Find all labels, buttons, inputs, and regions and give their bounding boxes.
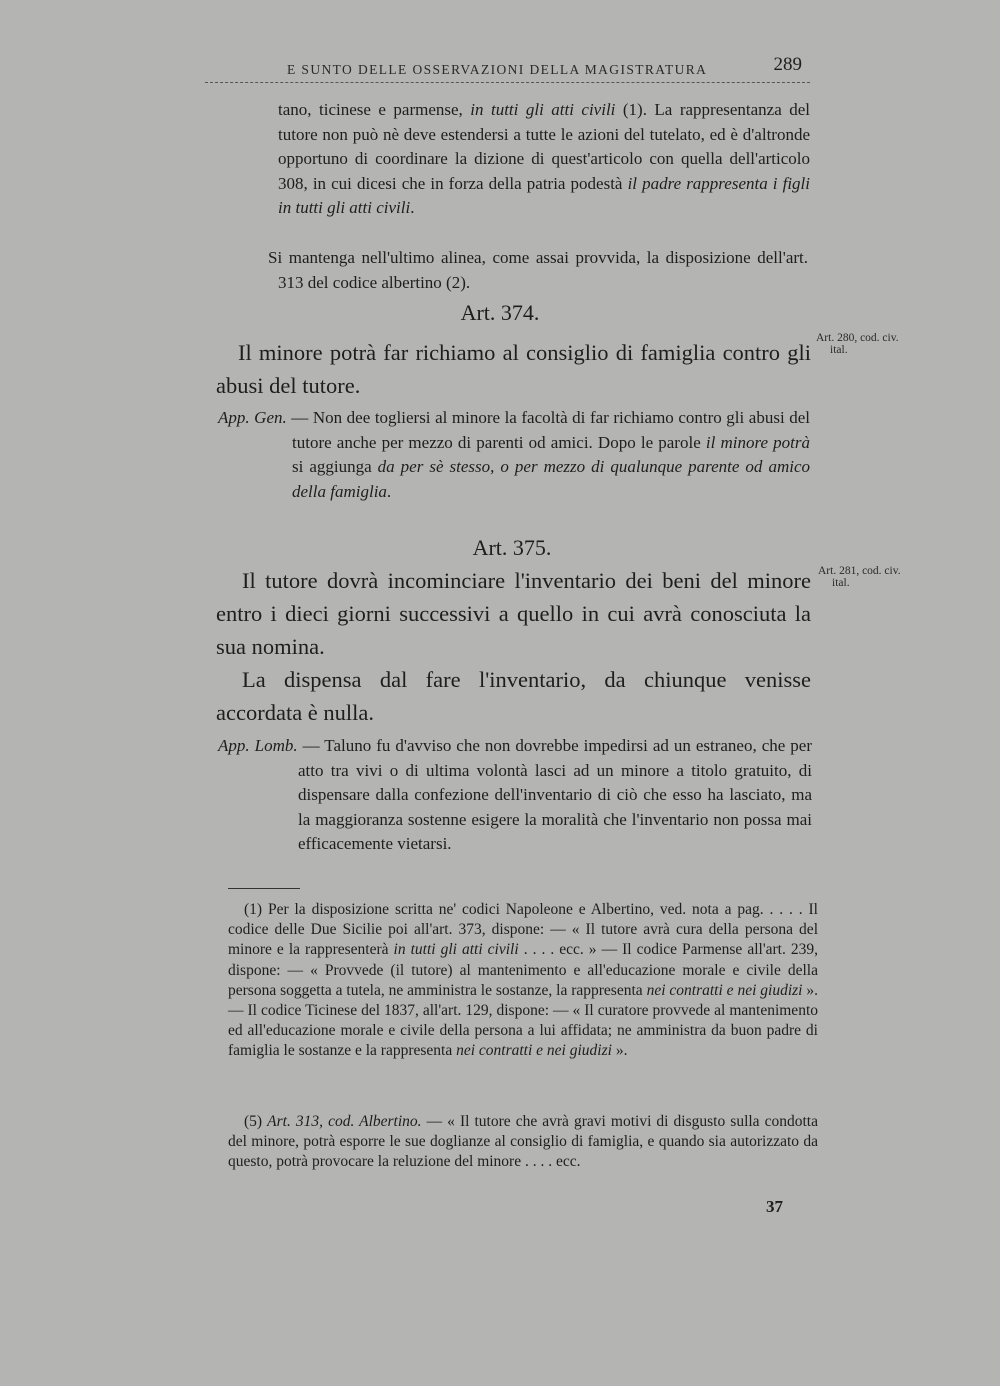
margin-note-375: Art. 281, cod. civ. ital.: [818, 565, 901, 589]
margin-note-374: Art. 280, cod. civ. ital.: [816, 332, 899, 356]
article-374-title: Art. 374.: [460, 300, 540, 325]
article-374-text: Il minore potrà far richiamo al consiglio di famiglia contro gli abusi del tutore.: [216, 340, 811, 398]
app-lomb-note: App. Lomb. — Taluno fu d'avviso che non dovrebbe impedirsi ad un estraneo, che per atto tra vivi o di ultima volontà lasci ad un minore a titolo gratuito, di dispensare dalla confezione dell'inventario di ciò che esso ha lasciato, ma la maggioranza sostenne esigere la moralità che l'inventario non possa mai efficacemente vietarsi.: [218, 736, 812, 853]
running-head: E SUNTO DELLE OSSERVAZIONI DELLA MAGISTRATURA: [287, 62, 708, 77]
article-375-title: Art. 375.: [472, 535, 552, 560]
footnote-1: (1) Per la disposizione scritta ne' codici Napoleone e Albertino, ved. nota a pag. . . . . Il codice delle Due Sicilie poi all'art. 373, dispone: — « Il tutore avrà cura della persona del minore e la rappresenterà in tutti gli atti civili . . . . ecc. » — Il codice Parmense all'art. 239, dispone: — « Provvede (il tutore) al mantenimento e all'educazione morale e civile della persona soggetta a tutela, ne amministra le sostanze, la rappresenta nei contratti e nei giudizi ». — Il codice Ticinese del 1837, all'art. 129, dispone: — « Il curatore provvede al mantenimento ed all'educazione morale e civile della persona a lui affidata; ne amministra da buon padre di famiglia le sostanze e la rappresenta nei contratti e nei giudizi ».: [228, 901, 819, 1060]
article-375-text: Il tutore dovrà incominciare l'inventario dei beni del minore entro i dieci giorni successivi a quello in cui avrà conosciuta la sua nomina.: [216, 568, 811, 659]
app-gen-note: App. Gen. — Non dee togliersi al minore la facoltà di far richiamo contro gli abusi del tutore anche per mezzo di parenti od amici. Dopo le parole il minore potrà si aggiunga da per sè stesso, o per mezzo di qualunque parente od amico della famiglia.: [218, 408, 810, 501]
paragraph-continuation: tano, ticinese e parmense, in tutti gli atti civili (1). La rappresentanza del tutore non può nè deve estendersi a tutte le azioni del tutelato, ed è d'altronde opportuno di coordinare la dizione di quest'articolo con quella dell'articolo 308, in cui dicesi che in forza della patria podestà il padre rappresenta i figli in tutti gli atti civili.: [278, 100, 811, 217]
page-header: [205, 52, 810, 83]
signature-mark: 37: [766, 1197, 783, 1216]
article-375-text-2: La dispensa dal fare l'inventario, da chiunque venisse accordata è nulla.: [216, 667, 811, 725]
page-number: 289: [773, 54, 802, 75]
footnote-2: (5) Art. 313, cod. Albertino. — « Il tutore che avrà gravi motivi di disgusto sulla condotta del minore, potrà esporre le sue doglianze al consiglio di famiglia, e quando sia autorizzato da questo, potrà provocare la reluzione del minore . . . . ecc.: [228, 1113, 818, 1171]
paragraph-albertino: Si mantenga nell'ultimo alinea, come assai provvida, la disposizione dell'art. 313 del codice albertino (2).: [268, 248, 808, 292]
footnote-rule: [228, 888, 300, 889]
